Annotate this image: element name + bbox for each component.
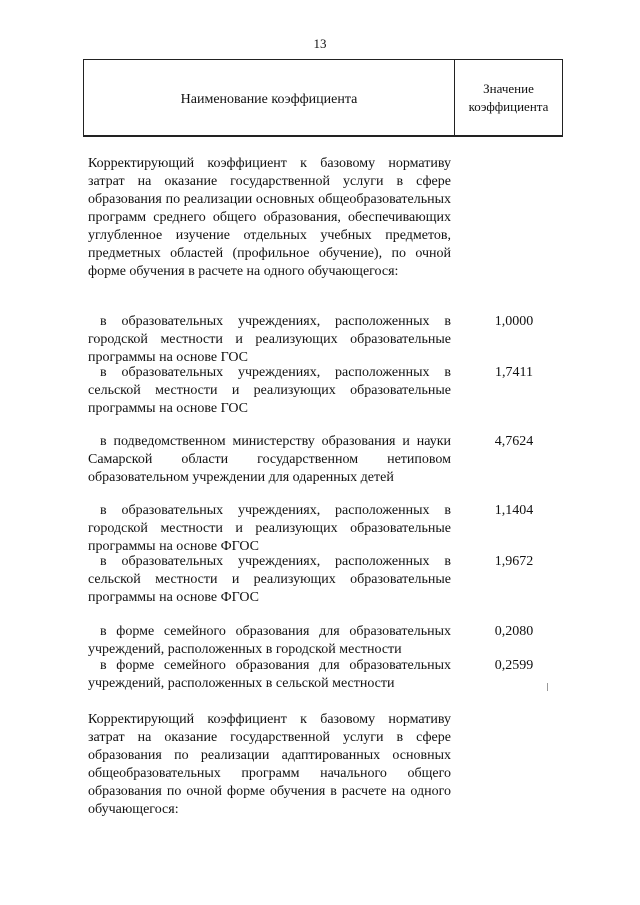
row-label: в форме семейного образования для образовательных учреждений, расположенных в городской местности [88, 624, 451, 657]
section2-heading: Корректирующий коэффициент к базовому нормативу затрат на оказание государственной услуги в сфере образования по реализации адаптированных основных общеобразовательных программ начального общего образования по очной форме обучения в расчете на одного обучающегося: [88, 712, 451, 817]
row-value: 1,9672 [494, 554, 534, 569]
row-value: 0,2080 [494, 624, 534, 639]
row-value: 1,0000 [494, 314, 534, 329]
header-value-line1: Значение [483, 80, 534, 96]
row-label: в форме семейного образования для образовательных учреждений, расположенных в сельской местности [88, 658, 451, 691]
row-value: 4,7624 [494, 434, 534, 449]
row-label: в образовательных учреждениях, расположенных в городской местности и реализующих образовательные программы на основе ФГОС [88, 503, 451, 554]
table-header [83, 59, 563, 137]
row-value: 1,7411 [495, 365, 533, 380]
header-name-cell: Наименование коэффициента [84, 60, 455, 135]
row-label: в образовательных учреждениях, расположенных в городской местности и реализующих образовательные программы на основе ГОС [88, 314, 451, 365]
row-value: 0,2599 [494, 658, 534, 673]
row-label: в образовательных учреждениях, расположенных в сельской местности и реализующих образовательные программы на основе ФГОС [88, 554, 451, 605]
section1-heading: Корректирующий коэффициент к базовому нормативу затрат на оказание государственной услуги в сфере образования по реализации основных общеобразовательных программ среднего общего образования, обеспечивающих углубленное изучение отдельных учебных предметов, предметных областей (профильное обучение), по очной форме обучения в расчете на одного обучающегося: [88, 156, 451, 279]
row-label: в образовательных учреждениях, расположенных в сельской местности и реализующих образовательные программы на основе ГОС [88, 365, 451, 416]
header-value-line2: коэффициента [468, 98, 549, 114]
page-number: 13 [313, 36, 327, 51]
header-value-cell [455, 60, 562, 135]
row-value: 1,1404 [494, 503, 534, 518]
scan-mark [547, 683, 548, 691]
row-label: в подведомственном министерству образования и науки Самарской области государственном нетиповом образовательном учреждении для одаренных детей [88, 434, 451, 485]
